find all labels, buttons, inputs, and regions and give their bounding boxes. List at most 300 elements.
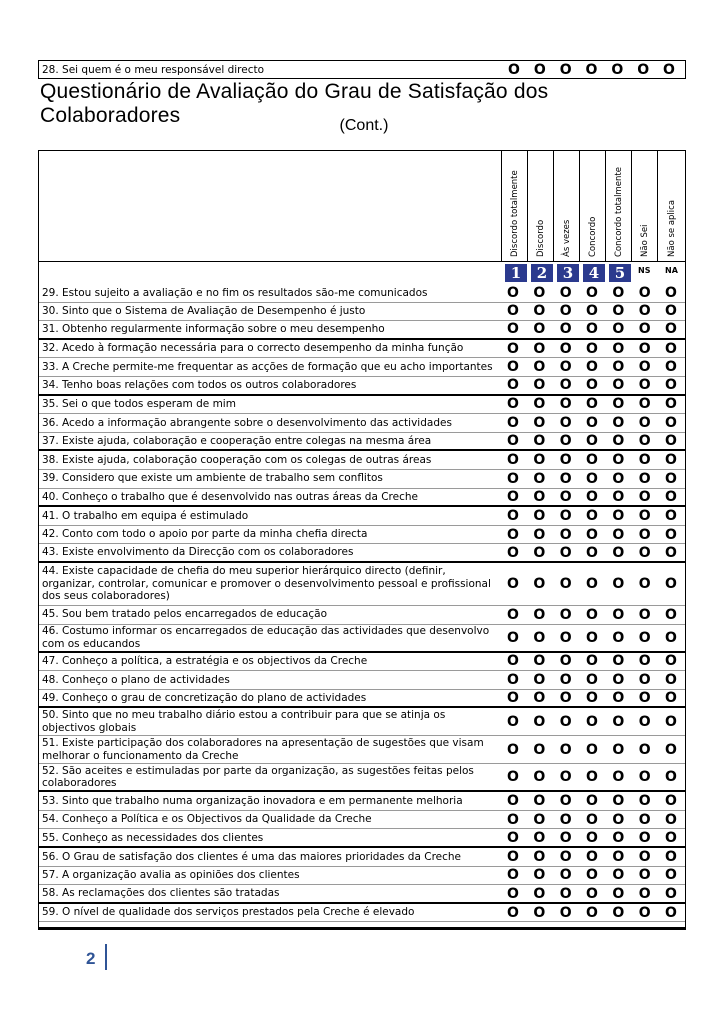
option-4[interactable]: O [586, 741, 598, 758]
option-5[interactable]: O [612, 433, 625, 450]
question-row [39, 606, 685, 625]
question-text: 58. As reclamações dos clientes são tratadas [42, 887, 280, 900]
option-4[interactable]: O [586, 321, 598, 338]
question-row [39, 470, 685, 489]
answer-options [501, 507, 685, 525]
header-as-vezes: Às vezes [562, 219, 572, 257]
option-1[interactable]: O [508, 61, 520, 78]
option-1[interactable]: O [507, 321, 519, 338]
question-row [39, 848, 685, 867]
option-ns[interactable]: O [638, 793, 651, 810]
question-row [39, 507, 685, 526]
answer-options [501, 563, 685, 605]
question-text: 36. Acedo a informação abrangente sobre o desenvolvimento das actividades [42, 416, 452, 429]
option-4[interactable]: O [586, 433, 598, 450]
option-ns[interactable]: O [638, 452, 651, 469]
option-5[interactable]: O [612, 653, 625, 670]
option-3[interactable]: O [559, 606, 572, 623]
question-row [39, 284, 685, 303]
answer-options [501, 653, 685, 671]
option-ns[interactable]: O [638, 575, 651, 592]
option-na[interactable]: O [665, 671, 677, 688]
option-2[interactable]: O [533, 377, 546, 394]
header-discordo-totalmente: Discordo totalmente [510, 170, 520, 257]
option-na[interactable]: O [665, 359, 677, 376]
answer-options [501, 526, 685, 544]
scale-2: 2 [531, 264, 553, 282]
option-ns[interactable]: O [638, 396, 651, 413]
option-2[interactable]: O [533, 689, 546, 706]
option-5[interactable]: O [612, 377, 625, 394]
option-4[interactable]: O [586, 793, 598, 810]
option-ns[interactable]: O [638, 629, 651, 646]
option-na[interactable]: O [665, 488, 677, 505]
option-1[interactable]: O [507, 606, 519, 623]
option-ns[interactable]: O [638, 303, 651, 320]
answer-options [501, 321, 685, 338]
option-1[interactable]: O [507, 829, 519, 846]
option-ns[interactable]: O [638, 671, 651, 688]
question-row [39, 653, 685, 672]
question-text: 31. Obtenho regularmente informação sobre o meu desempenho [42, 323, 385, 336]
option-5[interactable]: O [612, 713, 625, 730]
option-ns[interactable]: O [638, 769, 651, 786]
option-4[interactable]: O [586, 829, 598, 846]
option-2[interactable]: O [533, 470, 546, 487]
option-ns[interactable]: O [638, 885, 651, 902]
option-1[interactable]: O [507, 811, 519, 828]
option-5[interactable]: O [612, 575, 625, 592]
option-4[interactable]: O [586, 811, 598, 828]
option-3[interactable]: O [559, 340, 572, 357]
option-4[interactable]: O [586, 526, 598, 543]
option-2[interactable]: O [533, 507, 546, 524]
option-ns[interactable]: O [638, 741, 651, 758]
option-2[interactable]: O [533, 452, 546, 469]
option-ns[interactable]: O [638, 470, 651, 487]
option-2[interactable]: O [533, 848, 546, 865]
option-na[interactable]: O [665, 769, 677, 786]
option-3[interactable]: O [559, 811, 572, 828]
question-text: 40. Conheço o trabalho que é desenvolvido nas outras áreas da Creche [42, 490, 418, 503]
question-row [39, 414, 685, 433]
option-3[interactable]: O [559, 359, 572, 376]
question-row [39, 544, 685, 563]
option-3[interactable]: O [559, 507, 572, 524]
option-3[interactable]: O [559, 575, 572, 592]
option-ns[interactable]: O [638, 904, 651, 921]
option-4[interactable]: O [586, 544, 598, 561]
question-row-28 [38, 60, 686, 79]
option-ns[interactable]: O [638, 713, 651, 730]
option-1[interactable]: O [507, 526, 519, 543]
question-row [39, 671, 685, 690]
option-3[interactable]: O [559, 885, 572, 902]
option-2[interactable]: O [533, 414, 546, 431]
scale-5: 5 [609, 264, 631, 282]
option-ns[interactable]: O [638, 848, 651, 865]
option-5[interactable]: O [612, 303, 625, 320]
option-3[interactable]: O [559, 284, 572, 301]
answer-options [501, 451, 685, 469]
option-na[interactable]: O [665, 848, 677, 865]
question-text: 45. Sou bem tratado pelos encarregados de educação [42, 608, 328, 621]
option-3[interactable]: O [559, 396, 572, 413]
option-5[interactable]: O [612, 321, 625, 338]
option-1[interactable]: O [507, 713, 519, 730]
option-2[interactable]: O [533, 629, 546, 646]
option-5[interactable]: O [612, 904, 625, 921]
option-na[interactable]: O [665, 689, 677, 706]
option-1[interactable]: O [507, 303, 519, 320]
option-1[interactable]: O [507, 544, 519, 561]
option-ns[interactable]: O [638, 544, 651, 561]
option-1[interactable]: O [507, 396, 519, 413]
option-na[interactable]: O [665, 433, 677, 450]
question-row [39, 625, 685, 653]
option-2[interactable]: O [533, 575, 546, 592]
option-3[interactable]: O [559, 377, 572, 394]
option-3[interactable]: O [559, 769, 572, 786]
option-2[interactable]: O [533, 885, 546, 902]
header-cell [657, 151, 686, 261]
option-4[interactable]: O [586, 689, 598, 706]
option-2[interactable]: O [533, 713, 546, 730]
question-row [39, 303, 685, 322]
option-3[interactable]: O [559, 689, 572, 706]
option-4[interactable]: O [586, 507, 598, 524]
option-4[interactable]: O [586, 606, 598, 623]
option-5[interactable]: O [612, 769, 625, 786]
option-ns[interactable]: O [638, 653, 651, 670]
option-3[interactable]: O [559, 544, 572, 561]
option-ns[interactable]: O [638, 689, 651, 706]
question-row [39, 396, 685, 415]
option-1[interactable]: O [507, 470, 519, 487]
question-text: 30. Sinto que o Sistema de Avaliação de Desempenho é justo [42, 305, 366, 318]
option-2[interactable]: O [533, 671, 546, 688]
option-4[interactable]: O [586, 340, 598, 357]
option-2[interactable]: O [533, 793, 546, 810]
option-4[interactable]: O [586, 713, 598, 730]
option-5[interactable]: O [612, 359, 625, 376]
option-4[interactable]: O [586, 452, 598, 469]
option-3[interactable]: O [559, 321, 572, 338]
option-3[interactable]: O [559, 433, 572, 450]
option-na[interactable]: O [665, 470, 677, 487]
option-1[interactable]: O [507, 848, 519, 865]
option-na[interactable]: O [665, 741, 677, 758]
option-5[interactable]: O [611, 61, 624, 78]
option-na[interactable]: O [665, 653, 677, 670]
option-4[interactable]: O [586, 575, 598, 592]
option-4[interactable]: O [586, 769, 598, 786]
option-na[interactable]: O [665, 629, 677, 646]
option-4[interactable]: O [586, 377, 598, 394]
option-5[interactable]: O [612, 507, 625, 524]
option-5[interactable]: O [612, 885, 625, 902]
option-na[interactable]: O [665, 396, 677, 413]
answer-options [501, 606, 685, 624]
option-3[interactable]: O [559, 629, 572, 646]
question-text: 34. Tenho boas relações com todos os outros colaboradores [42, 379, 357, 392]
header-concordo-totalmente: Concordo totalmente [614, 167, 624, 257]
option-3[interactable]: O [559, 488, 572, 505]
option-na[interactable]: O [665, 904, 677, 921]
question-text: 35. Sei o que todos esperam de mim [42, 398, 236, 411]
page-subtitle: (Cont.) [339, 117, 389, 134]
option-5[interactable]: O [612, 811, 625, 828]
option-na[interactable]: O [665, 303, 677, 320]
option-3[interactable]: O [559, 414, 572, 431]
answer-options [501, 489, 685, 506]
question-text: 28. Sei quem é o meu responsável directo [42, 63, 265, 76]
header-cell [553, 151, 580, 261]
option-5[interactable]: O [612, 340, 625, 357]
option-2[interactable]: O [533, 488, 546, 505]
option-na[interactable]: O [665, 414, 677, 431]
option-na[interactable]: O [665, 284, 677, 301]
option-na[interactable]: O [665, 544, 677, 561]
option-3[interactable]: O [559, 526, 572, 543]
option-4[interactable]: O [586, 904, 598, 921]
option-2[interactable]: O [533, 321, 546, 338]
option-na[interactable]: O [665, 811, 677, 828]
question-row [39, 489, 685, 508]
option-na[interactable]: O [665, 713, 677, 730]
answer-options [501, 470, 685, 488]
column-headers [39, 151, 685, 261]
option-ns[interactable]: O [638, 433, 651, 450]
question-text: 53. Sinto que trabalho numa organização inovadora e em permanente melhoria [42, 794, 463, 807]
option-5[interactable]: O [612, 629, 625, 646]
option-na[interactable]: O [665, 606, 677, 623]
option-ns[interactable]: O [638, 377, 651, 394]
question-row [39, 764, 685, 792]
option-5[interactable]: O [612, 606, 625, 623]
option-5[interactable]: O [612, 689, 625, 706]
option-na[interactable]: O [665, 452, 677, 469]
option-4[interactable]: O [586, 653, 598, 670]
option-5[interactable]: O [612, 396, 625, 413]
option-1[interactable]: O [507, 507, 519, 524]
option-4[interactable]: O [586, 470, 598, 487]
option-1[interactable]: O [507, 433, 519, 450]
option-na[interactable]: O [663, 61, 675, 78]
option-4[interactable]: O [586, 629, 598, 646]
option-na[interactable]: O [665, 507, 677, 524]
option-1[interactable]: O [507, 452, 519, 469]
option-2[interactable]: O [533, 904, 546, 921]
option-1[interactable]: O [507, 653, 519, 670]
option-ns[interactable]: O [638, 359, 651, 376]
option-5[interactable]: O [612, 414, 625, 431]
option-na[interactable]: O [665, 321, 677, 338]
option-3[interactable]: O [559, 713, 572, 730]
option-4[interactable]: O [586, 359, 598, 376]
option-2[interactable]: O [533, 741, 546, 758]
question-row [39, 358, 685, 377]
option-2[interactable]: O [533, 526, 546, 543]
question-row [39, 690, 685, 709]
question-text: 37. Existe ajuda, colaboração e cooperação entre colegas na mesma área [42, 434, 432, 447]
option-na[interactable]: O [665, 526, 677, 543]
question-text: 41. O trabalho em equipa é estimulado [42, 509, 249, 522]
option-2[interactable]: O [533, 396, 546, 413]
option-5[interactable]: O [612, 867, 625, 884]
option-5[interactable]: O [612, 544, 625, 561]
option-5[interactable]: O [612, 671, 625, 688]
question-text: 47. Conheço a política, a estratégia e os objectivos da Creche [42, 655, 368, 668]
option-5[interactable]: O [612, 526, 625, 543]
option-3[interactable]: O [559, 829, 572, 846]
option-3[interactable]: O [559, 303, 572, 320]
option-1[interactable]: O [507, 414, 519, 431]
option-5[interactable]: O [612, 829, 625, 846]
question-row [39, 708, 685, 736]
option-ns[interactable]: O [638, 526, 651, 543]
option-3[interactable]: O [559, 653, 572, 670]
option-ns[interactable]: O [638, 321, 651, 338]
option-na[interactable]: O [665, 793, 677, 810]
answer-options [501, 340, 685, 358]
option-ns[interactable]: O [638, 507, 651, 524]
option-1[interactable]: O [507, 793, 519, 810]
option-3[interactable]: O [559, 867, 572, 884]
option-3[interactable]: O [559, 904, 572, 921]
answer-options [501, 377, 685, 394]
scale-na: NA [665, 266, 678, 275]
option-2[interactable]: O [533, 867, 546, 884]
answer-options [501, 764, 685, 790]
option-1[interactable]: O [507, 885, 519, 902]
option-ns[interactable]: O [638, 811, 651, 828]
option-4[interactable]: O [586, 671, 598, 688]
option-ns[interactable]: O [638, 284, 651, 301]
scale-ns: NS [638, 266, 651, 275]
option-4[interactable]: O [586, 867, 598, 884]
answer-options [501, 867, 685, 885]
option-2[interactable]: O [533, 544, 546, 561]
option-5[interactable]: O [612, 848, 625, 865]
question-row [39, 829, 685, 848]
option-1[interactable]: O [507, 904, 519, 921]
option-3[interactable]: O [559, 452, 572, 469]
header-cell [501, 151, 528, 261]
option-3[interactable]: O [559, 61, 572, 78]
answer-options [501, 885, 685, 902]
option-1[interactable]: O [507, 769, 519, 786]
option-1[interactable]: O [507, 575, 519, 592]
option-na[interactable]: O [665, 885, 677, 902]
option-ns[interactable]: O [638, 829, 651, 846]
option-4[interactable]: O [586, 303, 598, 320]
option-5[interactable]: O [612, 284, 625, 301]
option-2[interactable]: O [533, 303, 546, 320]
option-1[interactable]: O [507, 340, 519, 357]
option-3[interactable]: O [559, 671, 572, 688]
option-4[interactable]: O [585, 61, 598, 78]
scale-3: 3 [557, 264, 579, 282]
option-4[interactable]: O [586, 414, 598, 431]
option-2[interactable]: O [533, 811, 546, 828]
answer-options [501, 396, 685, 414]
option-ns[interactable]: O [638, 867, 651, 884]
option-2[interactable]: O [533, 433, 546, 450]
option-2[interactable]: O [533, 829, 546, 846]
option-4[interactable]: O [586, 488, 598, 505]
answer-options [501, 433, 685, 450]
option-1[interactable]: O [507, 488, 519, 505]
option-5[interactable]: O [612, 793, 625, 810]
option-na[interactable]: O [665, 575, 677, 592]
option-3[interactable]: O [559, 741, 572, 758]
option-ns[interactable]: O [637, 61, 650, 78]
option-na[interactable]: O [665, 340, 677, 357]
scale-4: 4 [583, 264, 605, 282]
page-number: 2 [86, 949, 96, 968]
question-row [39, 736, 685, 764]
option-1[interactable]: O [507, 377, 519, 394]
option-1[interactable]: O [507, 359, 519, 376]
option-1[interactable]: O [507, 689, 519, 706]
option-2[interactable]: O [533, 340, 546, 357]
option-3[interactable]: O [559, 793, 572, 810]
answer-options [501, 414, 685, 432]
option-1[interactable]: O [507, 741, 519, 758]
answer-options [501, 358, 685, 376]
question-row [39, 433, 685, 452]
option-2[interactable]: O [533, 284, 546, 301]
option-4[interactable]: O [586, 284, 598, 301]
option-4[interactable]: O [586, 396, 598, 413]
question-text: 44. Existe capacidade de chefia do meu superior hierárquico directo (definir, organizar, controlar, comunicar e promover o desenvolvimento pessoal e profissional dos seus colaboradores) [42, 565, 491, 603]
option-ns[interactable]: O [638, 340, 651, 357]
option-4[interactable]: O [586, 885, 598, 902]
option-3[interactable]: O [559, 470, 572, 487]
answer-options [501, 625, 685, 651]
option-1[interactable]: O [507, 284, 519, 301]
option-1[interactable]: O [507, 867, 519, 884]
question-text: 42. Conto com todo o apoio por parte da minha chefia directa [42, 528, 368, 541]
option-4[interactable]: O [586, 848, 598, 865]
option-1[interactable]: O [507, 629, 519, 646]
option-2[interactable]: O [533, 769, 546, 786]
option-na[interactable]: O [665, 377, 677, 394]
option-ns[interactable]: O [638, 414, 651, 431]
option-na[interactable]: O [665, 829, 677, 846]
option-2[interactable]: O [533, 61, 546, 78]
option-2[interactable]: O [533, 606, 546, 623]
answer-options [501, 904, 685, 922]
option-na[interactable]: O [665, 867, 677, 884]
option-ns[interactable]: O [638, 488, 651, 505]
option-2[interactable]: O [533, 359, 546, 376]
option-1[interactable]: O [507, 671, 519, 688]
question-text: 50. Sinto que no meu trabalho diário estou a contribuir para que se atinja os objectivos globais [42, 709, 446, 734]
question-row [39, 321, 685, 340]
option-ns[interactable]: O [638, 606, 651, 623]
question-row [39, 563, 685, 606]
answer-options [501, 792, 685, 810]
option-5[interactable]: O [612, 488, 625, 505]
option-5[interactable]: O [612, 470, 625, 487]
option-3[interactable]: O [559, 848, 572, 865]
question-row [39, 792, 685, 811]
option-5[interactable]: O [612, 741, 625, 758]
option-5[interactable]: O [612, 452, 625, 469]
option-2[interactable]: O [533, 653, 546, 670]
